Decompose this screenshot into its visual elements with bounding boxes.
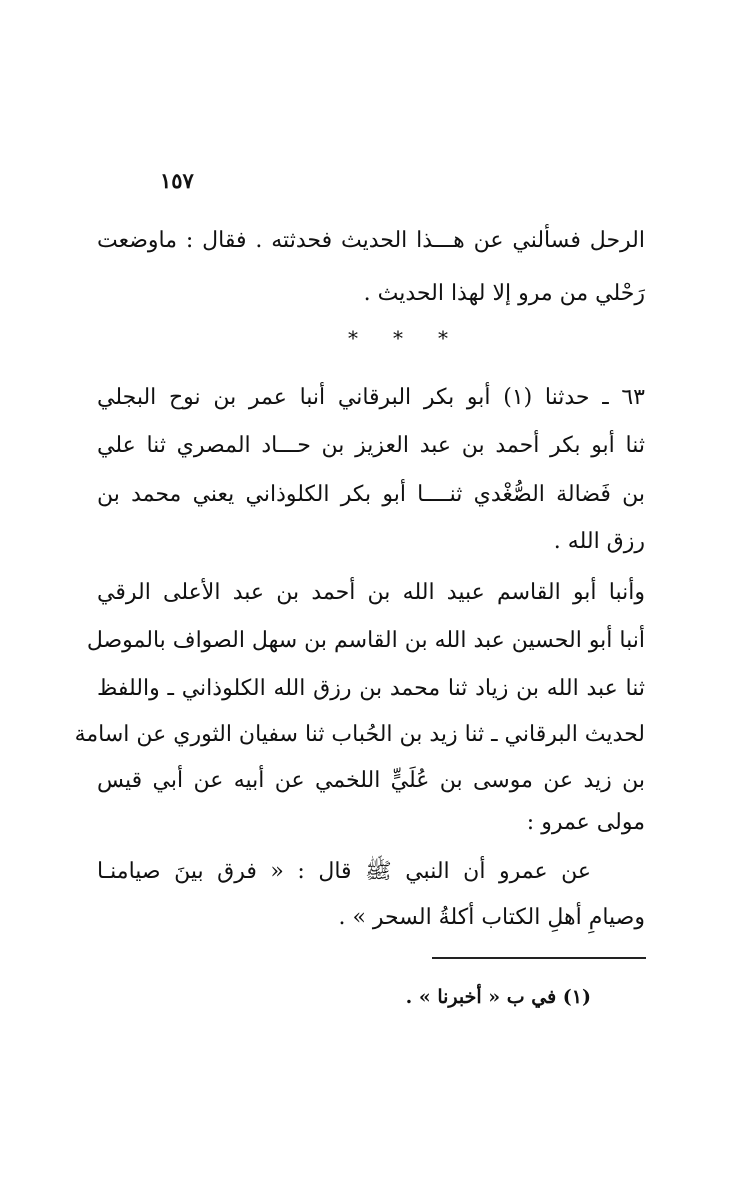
separator-star: * [393, 326, 403, 350]
text-line: وأنبا أبو القاسم عبيد الله بن أحمد بن عبد الأعلى الرقي [97, 580, 645, 605]
text-line: رزق الله . [553, 529, 645, 554]
text-line: ثنا عبد الله بن زياد ثنا محمد بن رزق الله الكلوذاني ـ واللفظ [97, 676, 645, 701]
text-line: ثنا أبو بكر أحمد بن عبد العزيز بن حـــاد المصري ثنا علي [97, 433, 645, 458]
section-separator [348, 326, 448, 350]
footnote: (١) في ب « أخبرنا » . [405, 986, 591, 1008]
text-line: عن عمرو أن النبي ﷺ قال : « فرق بينَ صيامنـا [97, 859, 591, 884]
text-line: مولى عمرو : [526, 810, 645, 835]
text-line: ٦٣ ـ حدثنا (١) أبو بكر البرقاني أنبا عمر بن نوح البجلي [97, 385, 645, 410]
separator-star: * [348, 326, 358, 350]
text-line: رَحْلي من مرو إلا لهذا الحديث . [363, 281, 645, 306]
text-line: بن فَضالة الصُّغْدي ثنــــا أبو بكر الكلوذاني يعني محمد بن [97, 482, 645, 507]
text-line: الرحل فسألني عن هـــذا الحديث فحدثته . فقال : ماوضعت [97, 228, 645, 253]
text-line: بن زيد عن موسى بن عُلَيٍّ اللخمي عن أبيه عن أبي قيس [97, 768, 645, 793]
separator-star: * [438, 326, 448, 350]
text-line: لحديث البرقاني ـ ثنا زيد بن الحُباب ثنا سفيان الثوري عن اسامة [74, 722, 645, 747]
text-line: وصيامِ أهلِ الكتاب أكلةُ السحر » . [338, 905, 645, 930]
page-number: ١٥٧ [160, 168, 194, 193]
text-line: أنبا أبو الحسين عبد الله بن القاسم بن سهل الصواف بالموصل [86, 628, 645, 653]
footnote-divider [432, 957, 646, 959]
